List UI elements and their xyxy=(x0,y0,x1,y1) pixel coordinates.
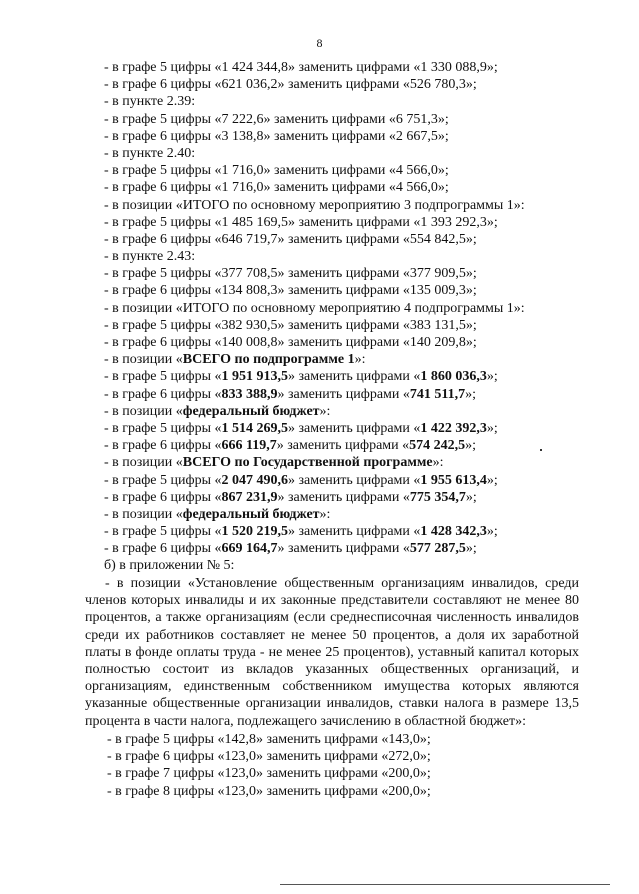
text-fragment: » заменить цифрами « xyxy=(277,489,410,505)
text-fragment: »; xyxy=(465,541,477,557)
text-fragment: » заменить цифрами « xyxy=(276,438,410,454)
amendment-line xyxy=(104,454,564,471)
text-fragment: »; xyxy=(465,386,477,402)
text-fragment: - в графе 5 цифры «377 708,5» заменить цифрами «377 909,5»; xyxy=(104,266,477,282)
text-fragment: »; xyxy=(486,524,498,540)
text-fragment: - в графе 6 цифры « xyxy=(104,541,222,557)
text-fragment: » заменить цифрами « xyxy=(287,524,421,540)
amendment-line xyxy=(104,282,564,299)
bold-fragment: 1 422 392,3 xyxy=(420,420,487,436)
text-fragment: - в графе 6 цифры «646 719,7» заменить цифрами «554 842,5»; xyxy=(104,231,477,247)
text-fragment: - в графе 6 цифры « xyxy=(104,438,222,454)
bold-fragment: ВСЕГО по подпрограмме 1 xyxy=(182,352,355,368)
text-fragment: »: xyxy=(354,352,366,368)
amendment-line xyxy=(104,420,564,437)
amendment-line xyxy=(104,472,564,489)
amendment-line xyxy=(104,248,564,265)
footer-rule xyxy=(280,884,610,885)
text-fragment: - в позиции « xyxy=(104,352,183,368)
amendment-line xyxy=(104,437,564,454)
text-fragment: - в графе 5 цифры «1 485 169,5» заменить цифрами «1 393 292,3»; xyxy=(104,214,498,230)
amendment-line xyxy=(104,76,564,93)
text-fragment: »; xyxy=(486,420,498,436)
bold-fragment: ВСЕГО по Государственной программе xyxy=(182,455,433,471)
text-fragment: » заменить цифрами « xyxy=(287,369,421,385)
bold-fragment: 1 860 036,3 xyxy=(420,369,487,385)
text-fragment: »; xyxy=(465,489,477,505)
amendment-list xyxy=(104,59,564,575)
scan-speck xyxy=(540,449,542,451)
amendment-line xyxy=(104,368,564,385)
bold-fragment: 1 514 269,5 xyxy=(221,420,288,436)
amendment-line xyxy=(104,231,564,248)
page-number: 8 xyxy=(316,36,323,50)
text-fragment: - в позиции « xyxy=(104,506,183,522)
amendment-line xyxy=(104,403,564,420)
bold-fragment: 1 955 613,4 xyxy=(420,472,487,488)
sub-amendment-line: - в графе 7 цифры «123,0» заменить цифрами «200,0»; xyxy=(107,766,431,782)
bold-fragment: 867 231,9 xyxy=(221,489,278,505)
amendment-line xyxy=(104,128,564,145)
amendment-line xyxy=(104,523,564,540)
text-fragment: - в графе 5 цифры « xyxy=(104,420,222,436)
text-fragment: - в графе 6 цифры «1 716,0» заменить цифрами «4 566,0»; xyxy=(104,180,449,196)
text-fragment: - в графе 6 цифры «134 808,3» заменить цифрами «135 009,3»; xyxy=(104,283,477,299)
text-fragment: - в пункте 2.40: xyxy=(104,145,196,161)
amendment-line xyxy=(104,300,564,317)
bold-fragment: 1 951 913,5 xyxy=(221,369,288,385)
bold-fragment: 833 388,9 xyxy=(221,386,278,402)
text-fragment: - в позиции «ИТОГО по основному мероприятию 3 подпрограммы 1»: xyxy=(104,197,525,213)
amendment-line xyxy=(104,265,564,282)
text-fragment: »: xyxy=(319,506,331,522)
sub-amendment-line: - в графе 6 цифры «123,0» заменить цифрами «272,0»; xyxy=(107,749,431,765)
text-fragment: - в графе 5 цифры «1 424 344,8» заменить цифрами «1 330 088,9»; xyxy=(104,60,498,75)
text-fragment: - в графе 6 цифры « xyxy=(104,386,222,402)
sub-amendment-line: - в графе 5 цифры «142,8» заменить цифрами «143,0»; xyxy=(107,732,431,747)
text-fragment: »: xyxy=(319,403,331,419)
bold-fragment: 577 287,5 xyxy=(409,541,466,557)
text-fragment: » заменить цифрами « xyxy=(277,386,410,402)
amendment-line xyxy=(104,317,564,334)
text-fragment: »: xyxy=(432,455,444,471)
amendment-line xyxy=(104,351,564,368)
text-fragment: - в пункте 2.43: xyxy=(104,249,196,265)
amendment-paragraph: - в позиции «Установление общественным организациям инвалидов, среди членов которых инвалиды и их законные представители составляют не менее 80 процентов, а также организациям (если среднесписочная численность инвалидов среди их работников составляет не менее 50 процентов, а доля их заработной платы в фонде оплаты труда - не менее 25 процентов), уставный капитал которых полностью состоит из вкладов указанных общественных организаций, и организациям, единственным собственником имущества которых являются указанные общественные организации инвалидов, ставки налога в размере 13,5 процента в части налога, подлежащего зачислению в областной бюджет»: xyxy=(85,576,579,729)
amendment-line xyxy=(104,386,564,403)
text-fragment: »; xyxy=(486,472,498,488)
bold-fragment: 574 242,5 xyxy=(409,438,466,454)
bold-fragment: 1 428 342,3 xyxy=(420,524,487,540)
text-fragment: »; xyxy=(486,369,498,385)
bold-fragment: 775 354,7 xyxy=(409,489,466,505)
sub-amendment-line: - в графе 8 цифры «123,0» заменить цифрами «200,0»; xyxy=(107,783,431,799)
text-fragment: » заменить цифрами « xyxy=(287,472,421,488)
amendment-line xyxy=(104,111,564,128)
bold-fragment: 669 164,7 xyxy=(221,541,278,557)
text-fragment: - в графе 6 цифры « xyxy=(104,489,222,505)
bold-fragment: 1 520 219,5 xyxy=(221,524,288,540)
text-fragment: б) в приложении № 5: xyxy=(104,558,235,574)
bold-fragment: 666 119,7 xyxy=(221,438,277,454)
bold-fragment: федеральный бюджет xyxy=(182,403,320,419)
text-fragment: - в графе 5 цифры «1 716,0» заменить цифрами «4 566,0»; xyxy=(104,163,449,179)
text-fragment: - в графе 5 цифры « xyxy=(104,472,222,488)
bold-fragment: федеральный бюджет xyxy=(182,506,320,522)
text-fragment: » заменить цифрами « xyxy=(277,541,410,557)
text-fragment: - в графе 5 цифры «382 930,5» заменить цифрами «383 131,5»; xyxy=(104,317,477,333)
amendment-line xyxy=(104,145,564,162)
bold-fragment: 2 047 490,6 xyxy=(221,472,288,488)
text-fragment: - в графе 5 цифры « xyxy=(104,369,222,385)
text-fragment: - в графе 5 цифры «7 222,6» заменить цифрами «6 751,3»; xyxy=(104,111,449,127)
amendment-line xyxy=(104,506,564,523)
amendment-line xyxy=(104,93,564,110)
sub-amendment-list xyxy=(107,731,567,800)
bold-fragment: 741 511,7 xyxy=(409,386,466,402)
amendment-line xyxy=(104,214,564,231)
amendment-line xyxy=(104,334,564,351)
text-fragment: » заменить цифрами « xyxy=(287,420,421,436)
amendment-line xyxy=(104,557,564,574)
text-fragment: - в позиции «ИТОГО по основному мероприятию 4 подпрограммы 1»: xyxy=(104,300,525,316)
text-fragment: - в позиции « xyxy=(104,455,183,471)
text-fragment: - в графе 6 цифры «3 138,8» заменить цифрами «2 667,5»; xyxy=(104,128,449,144)
text-fragment: - в пункте 2.39: xyxy=(104,94,196,110)
amendment-line xyxy=(104,162,564,179)
amendment-line xyxy=(104,179,564,196)
text-fragment: - в графе 5 цифры « xyxy=(104,524,222,540)
text-fragment: - в позиции « xyxy=(104,403,183,419)
text-fragment: - в графе 6 цифры «140 008,8» заменить цифрами «140 209,8»; xyxy=(104,335,477,350)
text-fragment: »; xyxy=(465,438,477,454)
amendment-line xyxy=(104,489,564,506)
text-fragment: - в графе 6 цифры «621 036,2» заменить цифрами «526 780,3»; xyxy=(104,77,477,93)
amendment-line xyxy=(104,540,564,557)
amendment-line xyxy=(104,59,564,76)
amendment-line xyxy=(104,197,564,214)
